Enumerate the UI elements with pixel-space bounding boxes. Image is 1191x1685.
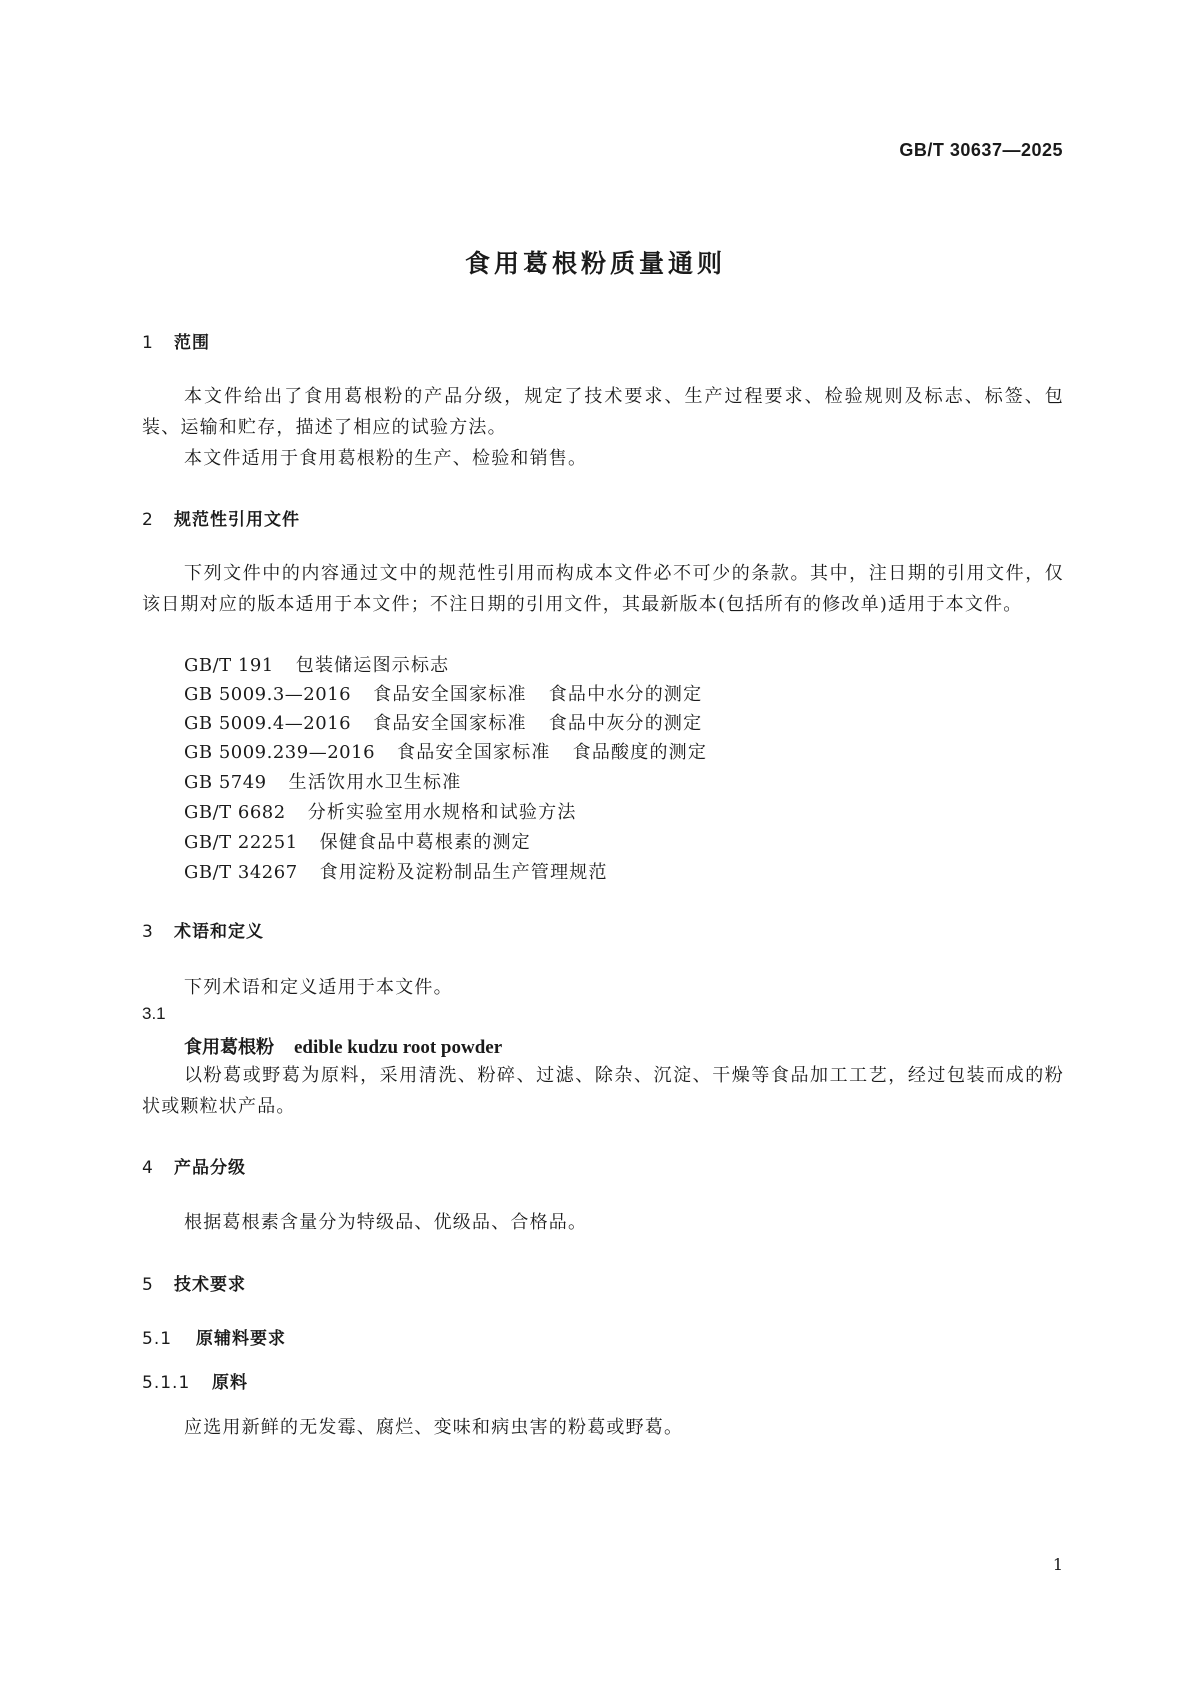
subsection-5-1-1-heading xyxy=(142,1368,248,1393)
reference-name: 分析实验室用水规格和试验方法 xyxy=(307,802,577,823)
subsection-title: 原辅料要求 xyxy=(196,1329,286,1349)
reference-code: GB/T 191 xyxy=(184,655,274,676)
reference-code: GB/T 22251 xyxy=(184,832,298,853)
section-number: 4 xyxy=(142,1158,154,1178)
section-4-heading xyxy=(142,1153,246,1178)
section-1-paragraph-2: 本文件适用于食用葛根粉的生产、检验和销售。 xyxy=(184,448,588,469)
reference-name: 食品安全国家标准 xyxy=(397,742,551,763)
clause-number: 3.1 xyxy=(142,1004,166,1023)
section-3-heading xyxy=(142,917,264,942)
reference-subname: 食品中灰分的测定 xyxy=(548,713,703,734)
section-number: 3 xyxy=(142,922,154,942)
reference-item xyxy=(184,709,702,735)
subsection-number: 5.1.1 xyxy=(142,1373,191,1393)
term-english: edible kudzu root powder xyxy=(294,1037,503,1058)
section-number: 2 xyxy=(142,510,154,530)
reference-code: GB 5749 xyxy=(184,772,267,793)
reference-item xyxy=(184,738,707,764)
reference-name: 包装储运图示标志 xyxy=(295,655,450,676)
section-3-intro: 下列术语和定义适用于本文件。 xyxy=(184,977,453,998)
section-title: 技术要求 xyxy=(174,1275,246,1295)
section-2-intro: 下列文件中的内容通过文中的规范性引用而构成本文件必不可少的条款。其中，注日期的引用文件，仅该日期对应的版本适用于本文件；不注日期的引用文件，其最新版本(包括所有的修改单)适用于本文件。 xyxy=(142,563,1064,615)
reference-name: 食品安全国家标准 xyxy=(373,713,527,734)
section-1-paragraph-1: 本文件给出了食用葛根粉的产品分级，规定了技术要求、生产过程要求、检验规则及标志、标签、包装、运输和贮存，描述了相应的试验方法。 xyxy=(142,386,1064,438)
section-title: 规范性引用文件 xyxy=(174,510,300,530)
reference-item xyxy=(184,768,461,794)
section-number: 5 xyxy=(142,1275,154,1295)
subsection-5-1-heading xyxy=(142,1324,286,1349)
reference-item xyxy=(184,858,608,884)
reference-subname: 食品中水分的测定 xyxy=(548,684,703,705)
page-number: 1 xyxy=(1052,1555,1063,1574)
reference-code: GB/T 34267 xyxy=(184,862,298,883)
reference-code: GB 5009.3—2016 xyxy=(184,684,352,705)
subsection-title: 原料 xyxy=(212,1373,248,1393)
section-number: 1 xyxy=(142,333,154,353)
reference-item xyxy=(184,828,531,854)
subsection-5-1-1-text: 应选用新鲜的无发霉、腐烂、变味和病虫害的粉葛或野葛。 xyxy=(184,1417,684,1438)
term-chinese: 食用葛根粉 xyxy=(184,1037,274,1058)
reference-name: 食品安全国家标准 xyxy=(373,684,527,705)
subsection-number: 5.1 xyxy=(142,1329,173,1349)
reference-item xyxy=(184,798,577,824)
reference-code: GB 5009.4—2016 xyxy=(184,713,352,734)
section-4-text: 根据葛根素含量分为特级品、优级品、合格品。 xyxy=(184,1212,588,1233)
reference-name: 食用淀粉及淀粉制品生产管理规范 xyxy=(319,862,608,883)
section-1-heading xyxy=(142,328,210,353)
document-title: 食用葛根粉质量通则 xyxy=(464,249,726,278)
reference-name: 生活饮用水卫生标准 xyxy=(288,772,462,793)
reference-item xyxy=(184,651,449,677)
reference-name: 保健食品中葛根素的测定 xyxy=(319,832,531,853)
section-title: 术语和定义 xyxy=(174,922,264,942)
section-5-heading xyxy=(142,1270,246,1295)
reference-code: GB/T 6682 xyxy=(184,802,286,823)
reference-subname: 食品酸度的测定 xyxy=(572,742,708,763)
section-title: 产品分级 xyxy=(174,1158,246,1178)
section-title: 范围 xyxy=(174,333,210,353)
section-2-heading xyxy=(142,505,300,530)
term-entry xyxy=(184,1033,502,1059)
reference-item xyxy=(184,680,702,706)
standard-code: GB/T 30637—2025 xyxy=(899,140,1063,160)
term-definition: 以粉葛或野葛为原料，采用清洗、粉碎、过滤、除杂、沉淀、干燥等食品加工工艺，经过包装而成的粉状或颗粒状产品。 xyxy=(142,1065,1064,1117)
reference-code: GB 5009.239—2016 xyxy=(184,742,376,763)
